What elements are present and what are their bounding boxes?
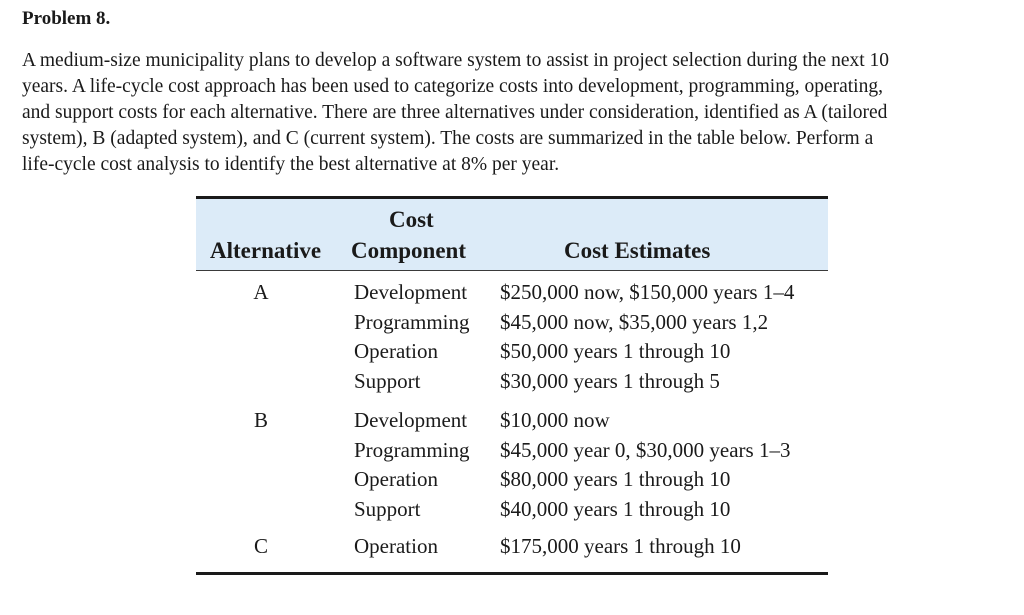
problem-heading: Problem 8. (22, 8, 111, 29)
statement-line: system), B (adapted system), and C (current system). The costs are summarized in the table below. Perform a (22, 128, 874, 149)
alternative-b-label: B (253, 408, 268, 432)
a-operation-component: Operation (354, 339, 438, 363)
problem-statement (22, 48, 1012, 178)
a-development-component: Development (354, 280, 468, 304)
b-support-estimate: $40,000 years 1 through 10 (500, 497, 731, 521)
alternative-c-label: C (253, 534, 268, 558)
header-alternative: Alternative (210, 238, 322, 263)
b-development-component: Development (354, 408, 468, 432)
table-body (196, 271, 828, 572)
b-operation-component: Operation (354, 467, 438, 491)
header-cost-estimates: Cost Estimates (564, 238, 711, 263)
table-header (196, 199, 828, 271)
statement-line: life-cycle cost analysis to identify the best alternative at 8% per year. (22, 154, 560, 175)
a-support-component: Support (354, 369, 421, 393)
b-operation-estimate: $80,000 years 1 through 10 (500, 467, 731, 491)
c-operation-estimate: $175,000 years 1 through 10 (500, 534, 741, 558)
alternative-a-label: A (253, 280, 269, 304)
b-support-component: Support (354, 497, 421, 521)
header-component-line1: Cost (389, 207, 434, 232)
statement-line: and support costs for each alternative. There are three alternatives under consideration, identified as A (tailored (22, 102, 888, 123)
cost-table (196, 196, 828, 575)
a-programming-component: Programming (354, 310, 470, 334)
statement-line: years. A life-cycle cost approach has been used to categorize costs into development, programming, operating, (22, 76, 883, 97)
b-programming-estimate: $45,000 year 0, $30,000 years 1–3 (500, 438, 791, 462)
c-operation-component: Operation (354, 534, 438, 558)
a-operation-estimate: $50,000 years 1 through 10 (500, 339, 731, 363)
a-support-estimate: $30,000 years 1 through 5 (500, 369, 720, 393)
b-programming-component: Programming (354, 438, 470, 462)
statement-line: A medium-size municipality plans to develop a software system to assist in project selection during the next 10 (22, 50, 890, 71)
table-bottom-rule (196, 572, 828, 575)
b-development-estimate: $10,000 now (500, 408, 610, 432)
a-programming-estimate: $45,000 now, $35,000 years 1,2 (500, 310, 769, 334)
a-development-estimate: $250,000 now, $150,000 years 1–4 (500, 280, 795, 304)
header-component-line2: Component (351, 238, 467, 263)
